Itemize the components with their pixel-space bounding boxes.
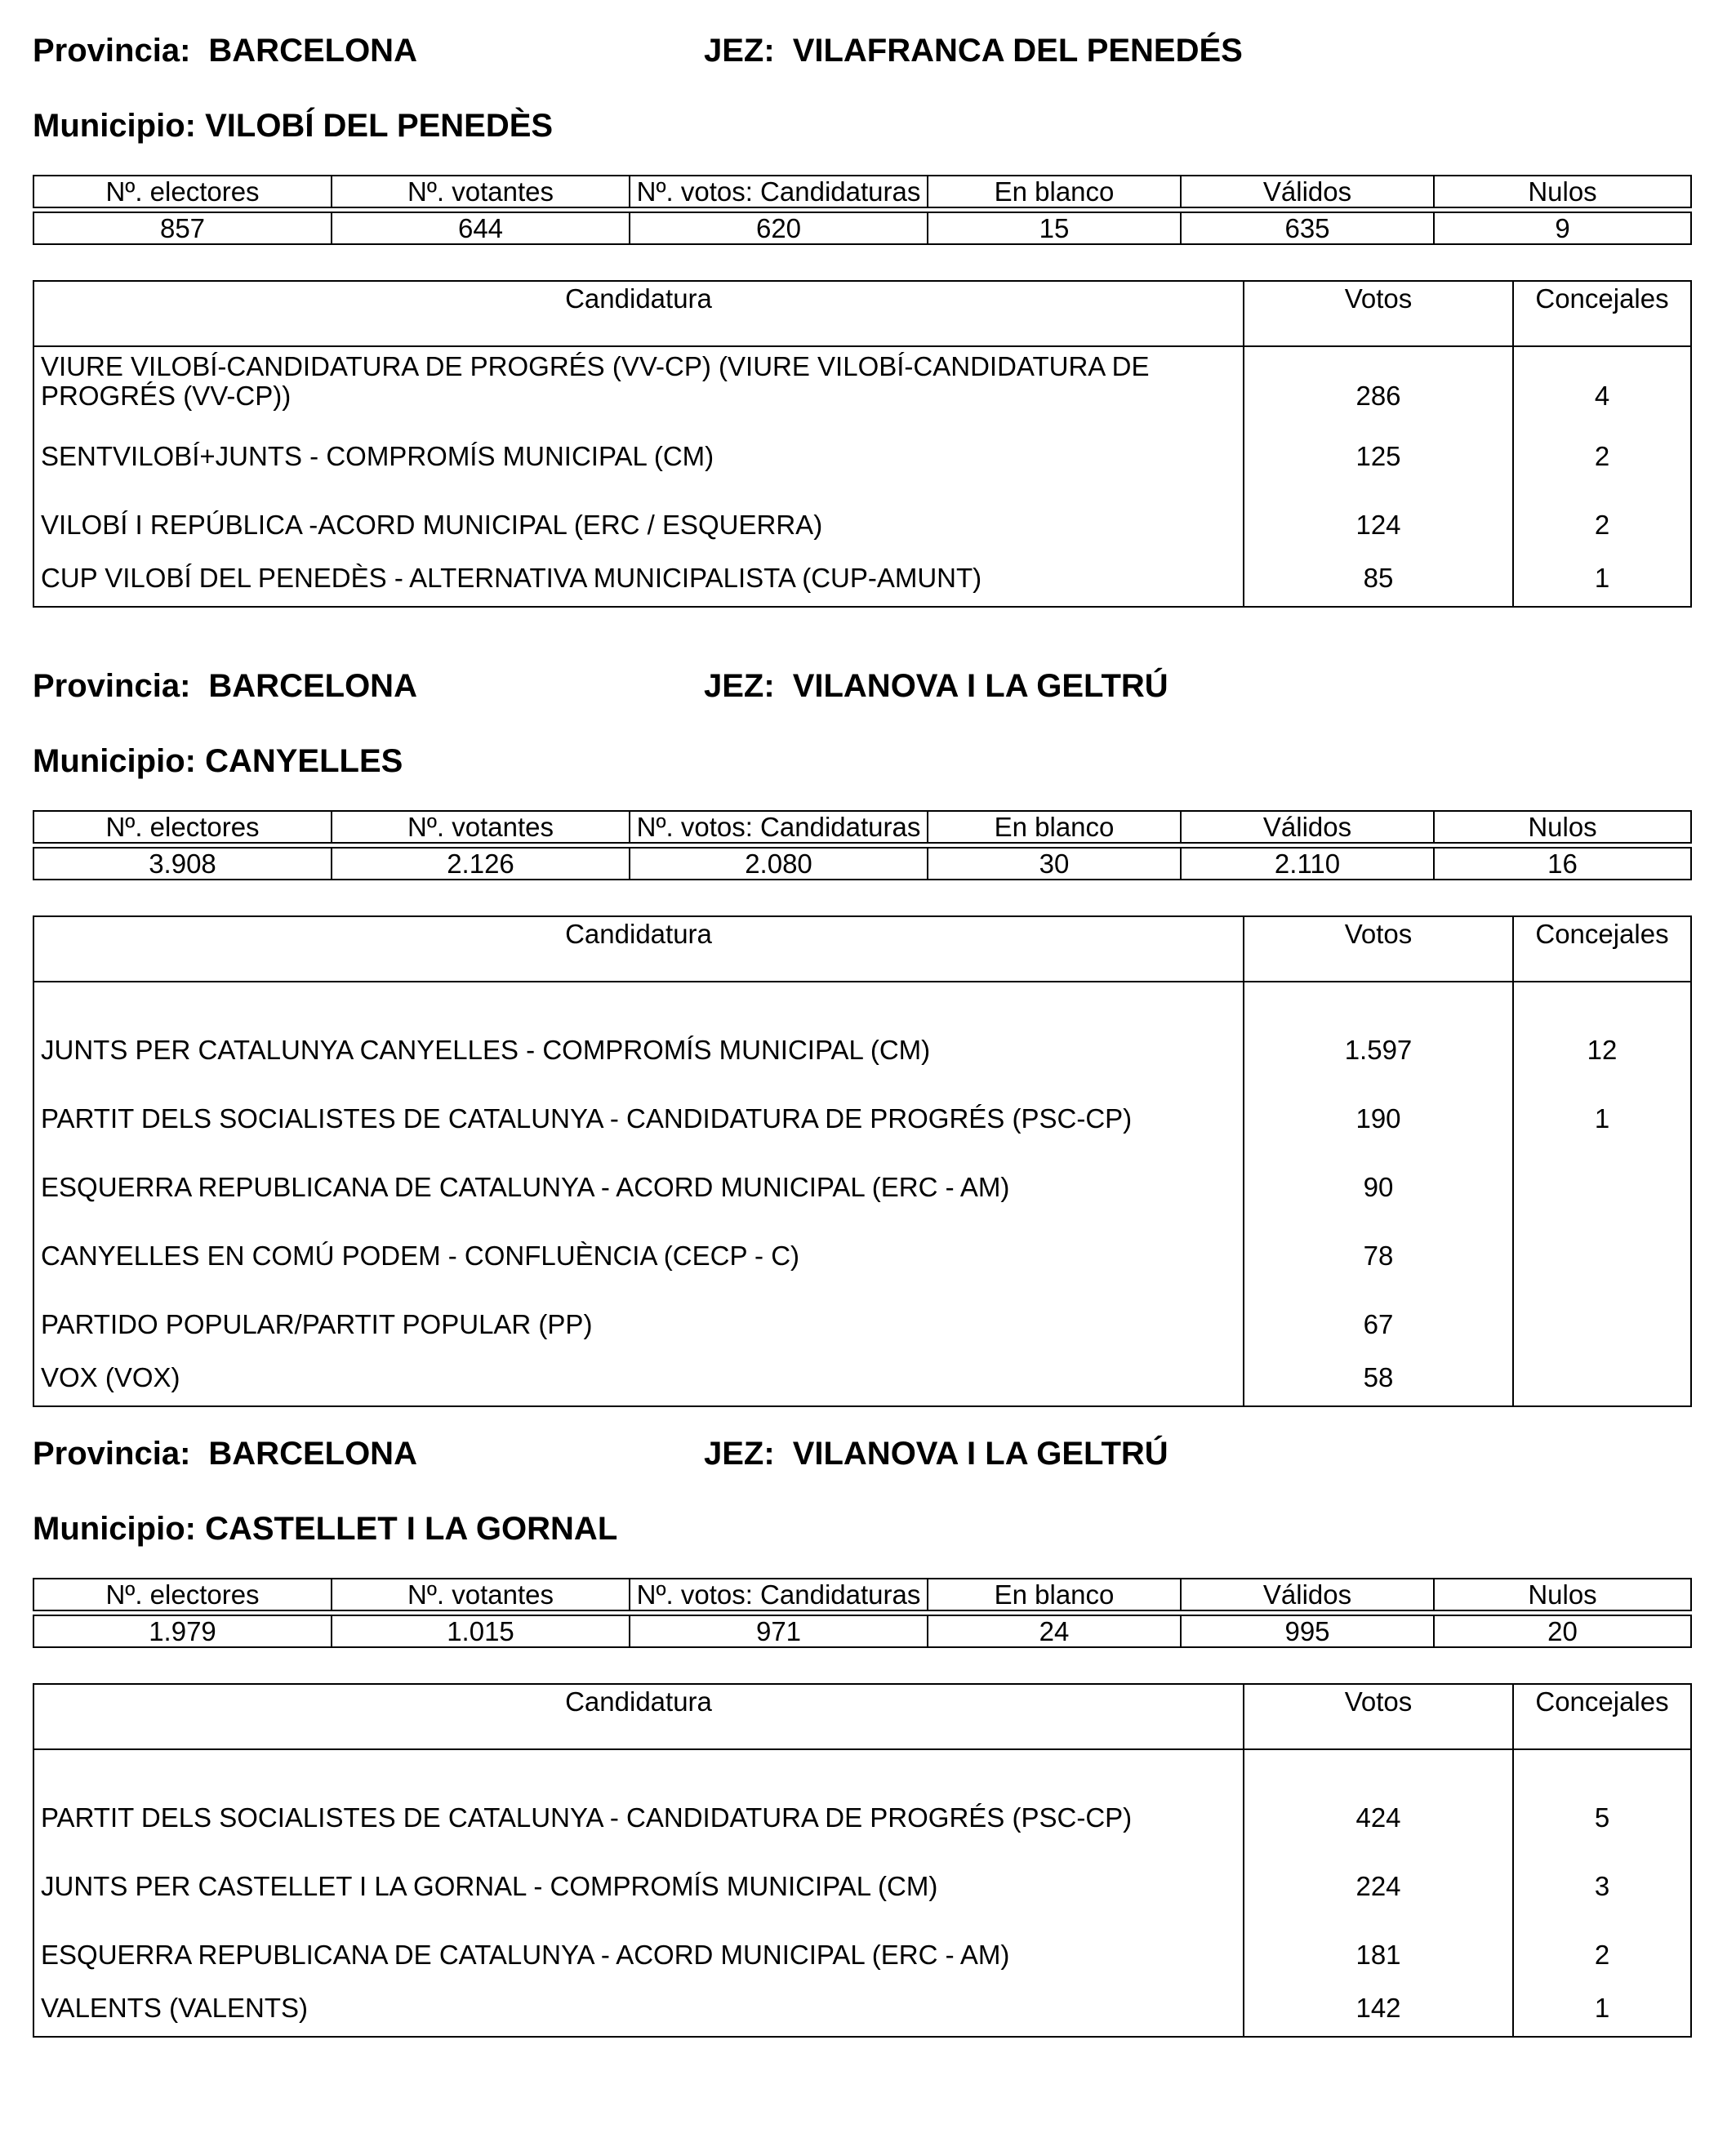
stats-header-row <box>33 811 1691 843</box>
municipio-value: VILOBÍ DEL PENEDÈS <box>205 108 554 144</box>
candidatura-name: JUNTS PER CATALUNYA CANYELLES - COMPROMÍS MUNICIPAL (CM) <box>33 1004 1244 1073</box>
concejales-value: 5 <box>1513 1772 1691 1841</box>
stats-value-cell: 2.126 <box>332 848 630 880</box>
jez-heading: JEZ: VILAFRANCA DEL PENEDÉS <box>704 33 1243 69</box>
votos-header: Votos <box>1244 916 1513 982</box>
votos-value: 224 <box>1244 1841 1513 1909</box>
stats-value-cell: 16 <box>1434 848 1691 880</box>
candidatura-name: VALENTS (VALENTS) <box>33 1978 1244 2037</box>
concejales-header: Concejales <box>1513 1684 1691 1749</box>
candidatura-name: ESQUERRA REPUBLICANA DE CATALUNYA - ACORD MUNICIPAL (ERC - AM) <box>33 1909 1244 1978</box>
provincia-heading: Provincia: BARCELONA <box>33 668 417 704</box>
votos-value: 90 <box>1244 1142 1513 1210</box>
concejales-value: 3 <box>1513 1841 1691 1909</box>
stats-header-cell: Nº. electores <box>33 176 332 207</box>
candidatura-header: Candidatura <box>33 916 1244 982</box>
municipio-heading: Municipio: VILOBÍ DEL PENEDÈS <box>33 108 554 144</box>
municipio-value: CASTELLET I LA GORNAL <box>205 1511 618 1547</box>
candidatura-name: VOX (VOX) <box>33 1348 1244 1406</box>
stats-header-cell: Válidos <box>1181 176 1434 207</box>
provincia-value: BARCELONA <box>208 1436 417 1472</box>
stats-value-cell: 3.908 <box>33 848 332 880</box>
candidatura-header: Candidatura <box>33 281 1244 346</box>
candidatura-name: VILOBÍ I REPÚBLICA -ACORD MUNICIPAL (ERC / ESQUERRA) <box>33 479 1244 548</box>
stats-header-cell: Nº. votantes <box>332 811 630 843</box>
stats-value-cell: 635 <box>1181 212 1434 244</box>
section-header <box>33 662 1690 710</box>
concejales-value <box>1513 1142 1691 1210</box>
provincia-value: BARCELONA <box>208 33 417 69</box>
stats-table <box>33 1578 1692 1648</box>
table-row <box>33 1772 1691 1841</box>
section-header <box>33 1429 1690 1478</box>
stats-value-row <box>33 1615 1691 1647</box>
stats-value-cell: 1.015 <box>332 1615 630 1647</box>
candidaturas-table <box>33 280 1692 608</box>
votos-value: 181 <box>1244 1909 1513 1978</box>
stats-value-cell: 995 <box>1181 1615 1434 1647</box>
concejales-value: 2 <box>1513 1909 1691 1978</box>
stats-value-row <box>33 848 1691 880</box>
table-row <box>33 1073 1691 1142</box>
stats-header-cell: Nº. votantes <box>332 176 630 207</box>
candidaturas-table <box>33 1683 1692 2038</box>
stats-value-cell: 9 <box>1434 212 1691 244</box>
concejales-value: 2 <box>1513 479 1691 548</box>
stats-header-cell: En blanco <box>928 811 1181 843</box>
stats-value-cell: 30 <box>928 848 1181 880</box>
jez-value: VILANOVA I LA GELTRÚ <box>792 1436 1168 1472</box>
votos-value: 58 <box>1244 1348 1513 1406</box>
stats-value-cell: 644 <box>332 212 630 244</box>
municipio-value: CANYELLES <box>205 743 403 779</box>
stats-value-cell: 620 <box>630 212 928 244</box>
candidatura-name: CUP VILOBÍ DEL PENEDÈS - ALTERNATIVA MUNICIPALISTA (CUP-AMUNT) <box>33 548 1244 607</box>
stats-header-cell: Nº. votos: Candidaturas <box>630 811 928 843</box>
concejales-header: Concejales <box>1513 281 1691 346</box>
stats-header-cell: Nulos <box>1434 176 1691 207</box>
stats-header-cell: Nulos <box>1434 811 1691 843</box>
votos-value: 1.597 <box>1244 1004 1513 1073</box>
votos-value: 78 <box>1244 1210 1513 1279</box>
candidatura-name: PARTIT DELS SOCIALISTES DE CATALUNYA - CANDIDATURA DE PROGRÉS (PSC-CP) <box>33 1772 1244 1841</box>
candidatura-name: VIURE VILOBÍ-CANDIDATURA DE PROGRÉS (VV-CP) (VIURE VILOBÍ-CANDIDATURA DE PROGRÉS (VV-CP)) <box>33 346 1244 411</box>
concejales-value <box>1513 1348 1691 1406</box>
votos-value: 85 <box>1244 548 1513 607</box>
stats-value-cell: 857 <box>33 212 332 244</box>
votos-value: 190 <box>1244 1073 1513 1142</box>
votos-header: Votos <box>1244 1684 1513 1749</box>
candidatura-name: PARTIT DELS SOCIALISTES DE CATALUNYA - CANDIDATURA DE PROGRÉS (PSC-CP) <box>33 1073 1244 1142</box>
table-row <box>33 1004 1691 1073</box>
candidaturas-header-row <box>33 916 1691 982</box>
candidatura-name: ESQUERRA REPUBLICANA DE CATALUNYA - ACORD MUNICIPAL (ERC - AM) <box>33 1142 1244 1210</box>
stats-header-row <box>33 1579 1691 1610</box>
municipio-heading: Municipio: CANYELLES <box>33 743 403 779</box>
candidatura-name: PARTIDO POPULAR/PARTIT POPULAR (PP) <box>33 1279 1244 1348</box>
votos-value: 286 <box>1244 346 1513 411</box>
stats-header-row <box>33 176 1691 207</box>
table-row <box>33 1841 1691 1909</box>
concejales-value: 4 <box>1513 346 1691 411</box>
stats-value-row <box>33 212 1691 244</box>
table-row <box>33 1348 1691 1406</box>
table-row <box>33 346 1691 411</box>
stats-value-cell: 971 <box>630 1615 928 1647</box>
stats-table <box>33 175 1692 245</box>
concejales-value: 12 <box>1513 1004 1691 1073</box>
table-row <box>33 1978 1691 2037</box>
candidatura-name: JUNTS PER CASTELLET I LA GORNAL - COMPROMÍS MUNICIPAL (CM) <box>33 1841 1244 1909</box>
candidaturas-header-row <box>33 281 1691 346</box>
votos-value: 142 <box>1244 1978 1513 2037</box>
provincia-heading: Provincia: BARCELONA <box>33 33 417 69</box>
stats-header-cell: Válidos <box>1181 1579 1434 1610</box>
candidatura-header: Candidatura <box>33 1684 1244 1749</box>
jez-value: VILAFRANCA DEL PENEDÉS <box>792 33 1243 69</box>
table-row <box>33 1279 1691 1348</box>
table-row <box>33 479 1691 548</box>
candidaturas-table <box>33 915 1692 1407</box>
concejales-header: Concejales <box>1513 916 1691 982</box>
jez-heading: JEZ: VILANOVA I LA GELTRÚ <box>704 668 1168 704</box>
concejales-value: 1 <box>1513 548 1691 607</box>
stats-header-cell: En blanco <box>928 176 1181 207</box>
concejales-value: 1 <box>1513 1073 1691 1142</box>
provincia-value: BARCELONA <box>208 668 417 704</box>
candidatura-name: CANYELLES EN COMÚ PODEM - CONFLUÈNCIA (CECP - C) <box>33 1210 1244 1279</box>
concejales-value: 2 <box>1513 411 1691 479</box>
jez-value: VILANOVA I LA GELTRÚ <box>792 668 1168 704</box>
candidaturas-header-row <box>33 1684 1691 1749</box>
table-row <box>33 548 1691 607</box>
stats-header-cell: En blanco <box>928 1579 1181 1610</box>
votos-value: 424 <box>1244 1772 1513 1841</box>
stats-table <box>33 810 1692 880</box>
concejales-value <box>1513 1279 1691 1348</box>
stats-header-cell: Nº. electores <box>33 811 332 843</box>
stats-header-cell: Nulos <box>1434 1579 1691 1610</box>
table-row <box>33 411 1691 479</box>
stats-value-cell: 1.979 <box>33 1615 332 1647</box>
stats-header-cell: Nº. votantes <box>332 1579 630 1610</box>
stats-header-cell: Nº. votos: Candidaturas <box>630 176 928 207</box>
stats-value-cell: 2.080 <box>630 848 928 880</box>
jez-heading: JEZ: VILANOVA I LA GELTRÚ <box>704 1436 1168 1472</box>
municipio-heading: Municipio: CASTELLET I LA GORNAL <box>33 1511 618 1547</box>
stats-header-cell: Nº. votos: Candidaturas <box>630 1579 928 1610</box>
stats-header-cell: Nº. electores <box>33 1579 332 1610</box>
candidatura-name: SENTVILOBÍ+JUNTS - COMPROMÍS MUNICIPAL (CM) <box>33 411 1244 479</box>
table-row <box>33 1210 1691 1279</box>
stats-value-cell: 15 <box>928 212 1181 244</box>
concejales-value: 1 <box>1513 1978 1691 2037</box>
votos-value: 125 <box>1244 411 1513 479</box>
votos-header: Votos <box>1244 281 1513 346</box>
votos-value: 124 <box>1244 479 1513 548</box>
votos-value: 67 <box>1244 1279 1513 1348</box>
table-row <box>33 1909 1691 1978</box>
stats-value-cell: 20 <box>1434 1615 1691 1647</box>
concejales-value <box>1513 1210 1691 1279</box>
section-header <box>33 26 1690 75</box>
stats-header-cell: Válidos <box>1181 811 1434 843</box>
provincia-heading: Provincia: BARCELONA <box>33 1436 417 1472</box>
stats-value-cell: 24 <box>928 1615 1181 1647</box>
stats-value-cell: 2.110 <box>1181 848 1434 880</box>
table-row <box>33 1142 1691 1210</box>
